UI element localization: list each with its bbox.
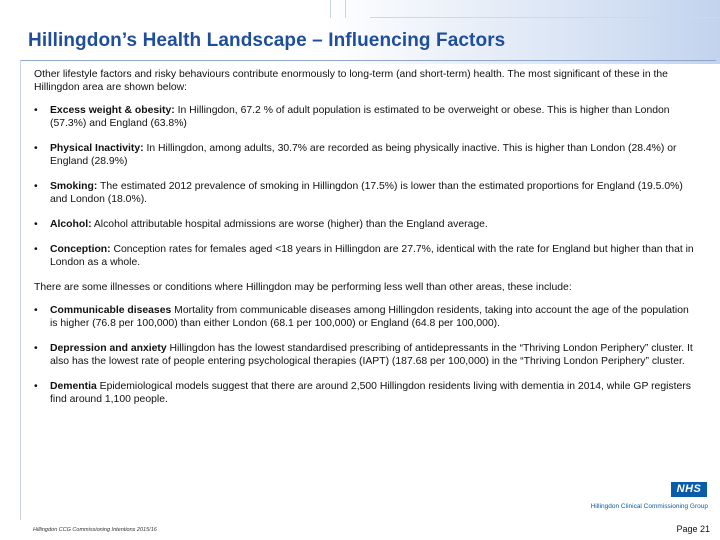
item-text: Conception rates for females aged <18 years in Hillingdon are 27.7%, identical with the rate for England but higher than that in London as a whole. xyxy=(50,244,694,268)
item-text: In Hillingdon, 67.2 % of adult population is estimated to be overweight or obese. This is higher than London (57.3%) and England (63.8%) xyxy=(50,105,670,129)
item-term: Physical Inactivity: xyxy=(50,143,144,154)
lifestyle-factors-list xyxy=(34,104,694,269)
page-number: Page 21 xyxy=(676,524,710,534)
bullet-icon: • xyxy=(34,305,38,316)
bullet-icon: • xyxy=(34,105,38,116)
item-text: The estimated 2012 prevalence of smoking in Hillingdon (17.5%) is lower than the estimated proportions for England (19.5.0%) and London (18.0%). xyxy=(50,181,683,205)
item-text: Alcohol attributable hospital admissions are worse (higher) than the England average. xyxy=(91,219,488,230)
item-term: Conception: xyxy=(50,244,111,255)
list-item xyxy=(34,218,694,231)
item-text: Mortality from communicable diseases among Hillingdon residents, taking into account the age of the population is higher (76.8 per 100,000) than either London (68.1 per 100,000) or England (64.8 per 100,000). xyxy=(50,305,689,329)
header-grid-line xyxy=(370,17,720,18)
item-term: Smoking: xyxy=(50,181,98,192)
nhs-logo-icon: NHS xyxy=(671,482,707,497)
intro-paragraph: Other lifestyle factors and risky behaviours contribute enormously to long-term (and short-term) health. The most significant of these in the Hillingdon area are shown below: xyxy=(34,69,668,93)
bullet-icon: • xyxy=(34,381,38,392)
list-item xyxy=(34,243,694,269)
item-text: Epidemiological models suggest that there are around 2,500 Hillingdon residents living with dementia in 2014, while GP registers find around 1,100 people. xyxy=(50,381,691,405)
bullet-icon: • xyxy=(34,181,38,192)
list-item xyxy=(34,342,694,368)
footer-document-title: Hillingdon CCG Commissioning Intentions 2015/16 xyxy=(33,527,157,533)
bullet-icon: • xyxy=(34,143,38,154)
organisation-name: Hillingdon Clinical Commissioning Group xyxy=(590,503,708,510)
bullet-icon: • xyxy=(34,219,38,230)
bullet-icon: • xyxy=(34,244,38,255)
item-term: Alcohol: xyxy=(50,219,92,230)
header-grid-line xyxy=(345,0,346,18)
item-term: Depression and anxiety xyxy=(50,343,167,354)
item-text: Hillingdon has the lowest standardised prescribing of antidepressants in the “Thriving London Periphery” cluster. It also has the lowest rate of people entering psychological therapies (IAPT) (187.68 per 100,000) in the “Thriving London Periphery” cluster. xyxy=(50,343,693,367)
item-term: Dementia xyxy=(50,381,97,392)
title-divider xyxy=(20,60,716,61)
page-title: Hillingdon’s Health Landscape – Influencing Factors xyxy=(28,30,506,51)
list-item xyxy=(34,380,694,406)
slide-content xyxy=(34,68,694,418)
conditions-list xyxy=(34,304,694,406)
item-term: Communicable diseases xyxy=(50,305,172,316)
bullet-icon: • xyxy=(34,343,38,354)
list-item xyxy=(34,104,694,130)
list-item xyxy=(34,142,694,168)
item-term: Excess weight & obesity: xyxy=(50,105,175,116)
conditions-intro-paragraph: There are some illnesses or conditions where Hillingdon may be performing less well than other areas, these include: xyxy=(34,282,572,293)
header-grid-line xyxy=(330,0,331,18)
left-margin-rule xyxy=(20,60,21,520)
list-item xyxy=(34,180,694,206)
item-text: In Hillingdon, among adults, 30.7% are recorded as being physically inactive. This is higher than London (28.4%) or England (28.9%) xyxy=(50,143,677,167)
list-item xyxy=(34,304,694,330)
